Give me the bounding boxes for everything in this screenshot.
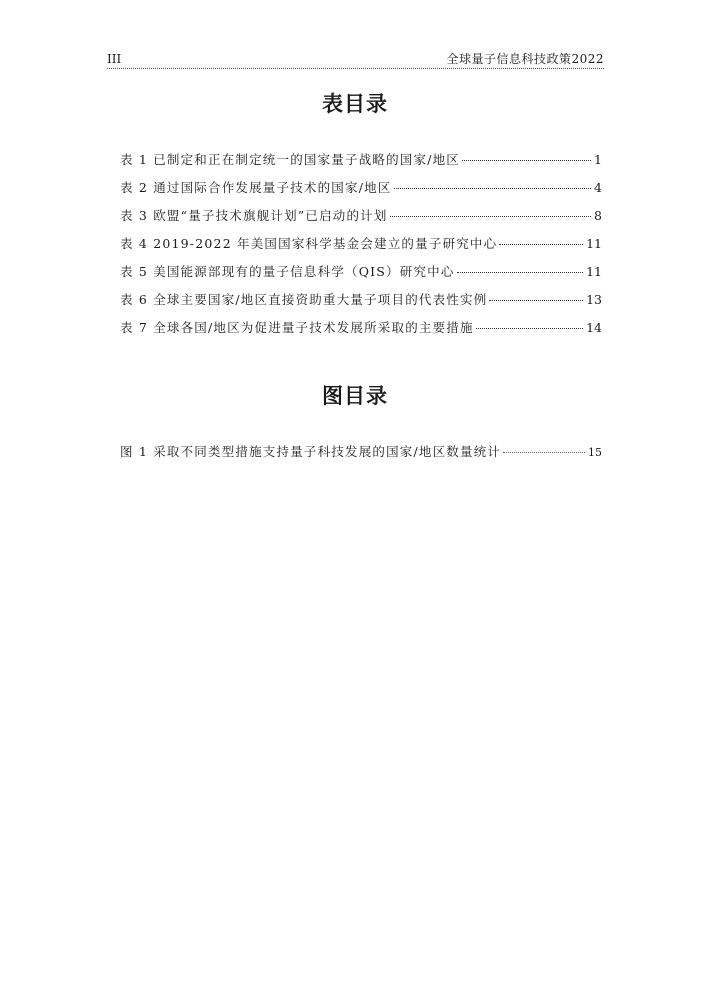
dot-leader	[457, 272, 584, 273]
toc-entry-label: 表 1 已制定和正在制定统一的国家量子战略的国家/地区	[120, 152, 461, 167]
toc-entry-page: 13	[586, 292, 602, 307]
toc-entry-label: 表 4 2019-2022 年美国国家科学基金会建立的量子研究中心	[120, 236, 498, 251]
toc-entry-page: 1	[594, 152, 602, 167]
toc-entry-page: 11	[586, 236, 602, 251]
figures-section-heading: 图目录	[322, 384, 388, 408]
toc-entry-label: 表 5 美国能源部现有的量子信息科学（QIS）研究中心	[120, 264, 455, 279]
tables-toc-list	[120, 150, 602, 346]
dot-leader	[462, 160, 591, 161]
toc-entry-table-7[interactable]	[120, 318, 602, 346]
toc-entry-label: 表 2 通过国际合作发展量子技术的国家/地区	[120, 180, 392, 195]
toc-entry-label: 表 7 全球各国/地区为促进量子技术发展所采取的主要措施	[120, 320, 474, 335]
toc-entry-label: 表 3 欧盟“量子技术旗舰计划”已启动的计划	[120, 208, 388, 223]
toc-entry-label: 表 6 全球主要国家/地区直接资助重大量子项目的代表性实例	[120, 292, 488, 307]
toc-entry-table-3[interactable]	[120, 206, 602, 234]
toc-entry-figure-1[interactable]	[120, 442, 602, 470]
toc-entry-table-5[interactable]	[120, 262, 602, 290]
page-number: III	[107, 52, 122, 66]
toc-entry-label: 图 1 采取不同类型措施支持量子科技发展的国家/地区数量统计	[120, 444, 502, 459]
toc-entry-table-1[interactable]	[120, 150, 602, 178]
dot-leader	[489, 300, 583, 301]
toc-entry-page: 4	[594, 180, 602, 195]
tables-section-heading: 表目录	[322, 92, 388, 116]
running-title: 全球量子信息科技政策2022	[446, 52, 604, 66]
dot-leader	[390, 216, 591, 217]
toc-entry-page: 15	[588, 446, 602, 459]
toc-entry-table-4[interactable]	[120, 234, 602, 262]
dot-leader	[499, 244, 583, 245]
toc-entry-table-6[interactable]	[120, 290, 602, 318]
dot-leader	[394, 188, 592, 189]
toc-entry-page: 14	[586, 320, 602, 335]
page-header	[107, 50, 604, 69]
dot-leader	[476, 328, 583, 329]
dot-leader	[503, 452, 585, 453]
toc-entry-page: 11	[586, 264, 602, 279]
figures-toc-list	[120, 442, 602, 470]
toc-entry-page: 8	[594, 208, 602, 223]
toc-entry-table-2[interactable]	[120, 178, 602, 206]
